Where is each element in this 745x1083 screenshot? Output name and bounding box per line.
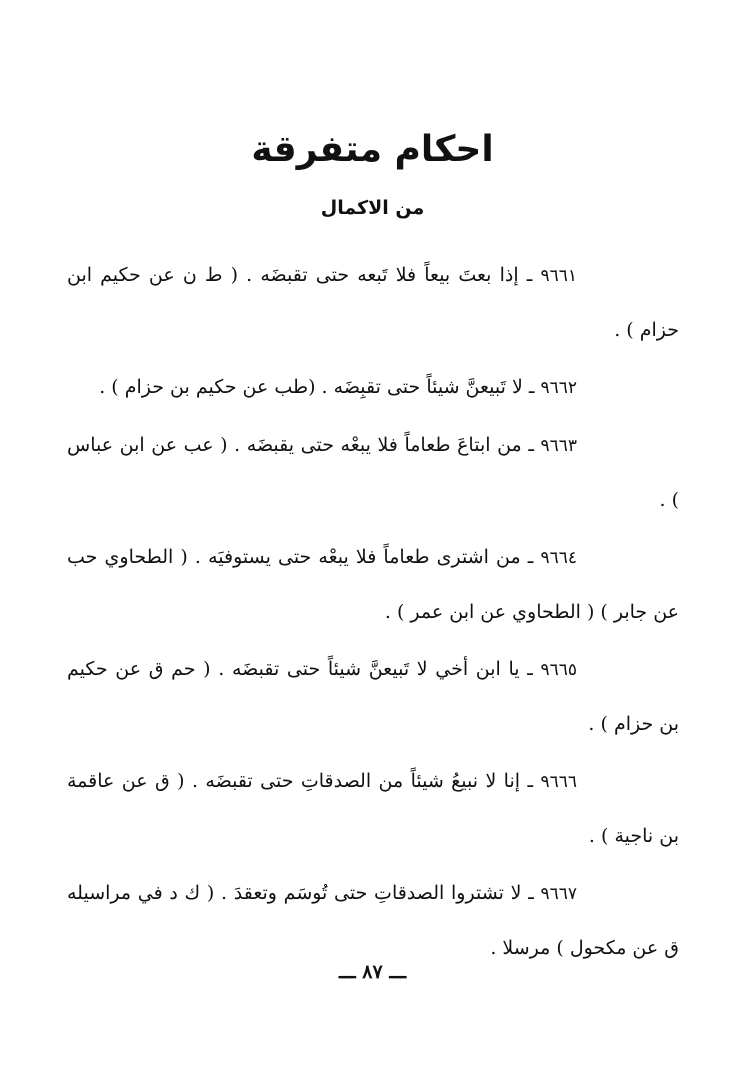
hadith-number: ٩٦٦٧ [540,884,577,904]
hadith-number: ٩٦٦٥ [540,660,577,680]
hadith-entry [67,754,679,863]
hadith-dash: ـ [527,770,534,792]
hadith-text: من ابتاعَ طعاماً فلا يبعْه حتى يقبضَه . ( عب عن ابن عباس ) . [67,434,679,511]
hadith-entry [67,248,679,357]
hadith-number: ٩٦٦٣ [540,436,577,456]
hadith-text: يا ابن أخي لا تَبيعنَّ شيئاً حتى تقبضَه . ( حم ق عن حكيم بن حزام ) . [67,658,679,735]
hadith-number: ٩٦٦٤ [540,548,578,568]
hadith-entry [67,530,679,639]
hadith-entry [67,642,679,751]
section-subtitle: من الاكمال [320,197,425,219]
hadith-entry [67,418,679,527]
hadith-number: ٩٦٦٦ [540,772,577,792]
hadith-text: إذا بعتَ بيعاً فلا تَبعه حتى تقبضَه . ( ط ن عن حكيم ابن حزام ) . [67,264,679,341]
hadith-dash: ـ [526,264,533,286]
hadith-text: لا تشتروا الصدقاتِ حتى تُوسَم وتعقدَ . ( ك د في مراسيله ق عن مكحول ) مرسلا . [67,882,679,959]
hadith-list [67,248,679,978]
hadith-dash: ـ [528,434,534,456]
page-number: ـــ ٨٧ ـــ [338,961,407,983]
hadith-text: لا تَبيعنَّ شيئاً حتى تقبِضَه . (طب عن حكيم بن حزام ) . [99,376,523,398]
section-title: احكام متفرقة [251,129,494,170]
hadith-text: إنا لا نبيعُ شيئاً من الصدقاتِ حتى تقبضَه . ( ق عن عاقمة بن ناجية ) . [67,770,679,847]
hadith-dash: ـ [527,658,533,680]
hadith-dash: ـ [528,882,534,904]
hadith-text: من اشترى طعاماً فلا يبعْه حتى يستوفيَه . ( الطحاوي حب عن جابر ) ( الطحاوي عن ابن عمر ) . [67,546,679,623]
hadith-dash: ـ [527,546,534,568]
hadith-dash: ـ [528,376,535,398]
hadith-entry [67,360,679,415]
hadith-number: ٩٦٦٢ [540,378,577,398]
hadith-number: ٩٦٦١ [540,266,578,286]
